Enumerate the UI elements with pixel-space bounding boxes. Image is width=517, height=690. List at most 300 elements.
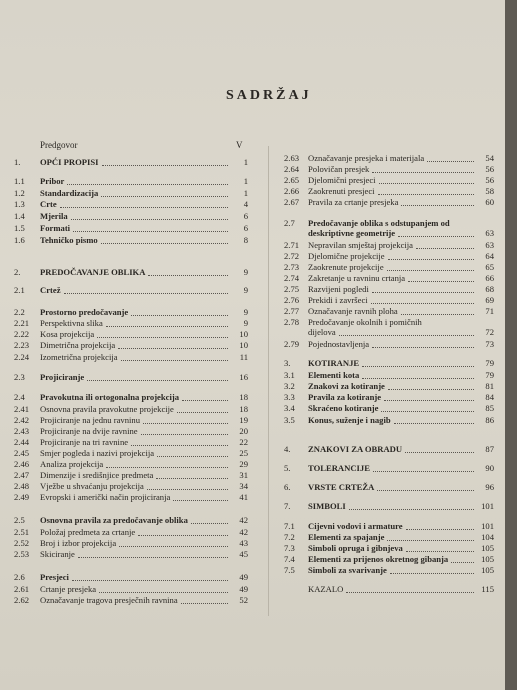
entry-title: Izometrična projekcija <box>40 352 118 362</box>
entry-number: 1.5 <box>14 223 25 233</box>
entry-page-number: 79 <box>485 358 494 368</box>
entry-number: 1. <box>14 157 21 167</box>
entry-page-number: 31 <box>239 470 248 480</box>
entry-title: KAZALO <box>308 584 344 594</box>
toc-entry <box>284 521 494 532</box>
entry-number: 2.44 <box>14 437 30 447</box>
entry-title: Crtanje presjeka <box>40 584 97 594</box>
entry-page-number: 71 <box>485 306 494 316</box>
toc-entry <box>14 352 248 363</box>
toc-entry <box>284 295 494 306</box>
entry-page-number: 64 <box>485 251 494 261</box>
entry-page-number: 56 <box>485 175 494 185</box>
toc-entry <box>14 157 248 168</box>
dot-leader <box>71 211 228 220</box>
entry-page-number: 43 <box>239 538 248 548</box>
entry-number: 5. <box>284 463 291 473</box>
dot-leader <box>141 426 228 435</box>
toc-entry <box>14 448 248 459</box>
entry-page-number: 90 <box>485 463 494 473</box>
entry-number: 1.3 <box>14 199 25 209</box>
entry-title: Analiza projekcija <box>40 459 104 469</box>
entry-number: 4. <box>284 444 291 454</box>
dot-leader <box>381 403 474 412</box>
entry-title: Nepravilan smještaj projekcija <box>308 240 413 250</box>
entry-number: 6. <box>284 482 291 492</box>
entry-number: 7.5 <box>284 565 295 575</box>
entry-page-number: 105 <box>481 543 494 553</box>
entry-number: 2.53 <box>14 549 30 559</box>
dot-leader <box>388 251 474 260</box>
toc-entry <box>14 223 248 234</box>
dot-leader <box>78 549 228 558</box>
dot-leader <box>362 370 474 379</box>
toc-entry <box>14 470 248 481</box>
toc-entry <box>14 426 248 437</box>
entry-title: Evropski i američki način projiciranja <box>40 492 171 502</box>
entry-title: Projiciranje na dvije ravnine <box>40 426 138 436</box>
toc-entry <box>14 211 248 222</box>
entry-number: 1.4 <box>14 211 25 221</box>
entry-page-number: 81 <box>485 381 494 391</box>
dot-leader <box>339 327 474 336</box>
toc-entry <box>14 492 248 503</box>
dot-leader <box>101 235 228 244</box>
entry-number: 2.79 <box>284 339 300 349</box>
toc-entry <box>284 532 494 543</box>
dot-leader <box>390 565 474 574</box>
entry-title-continued: deskriptivne geometrije <box>308 228 396 238</box>
entry-number: 3.1 <box>284 370 295 380</box>
dot-leader <box>346 584 474 593</box>
entry-title: Simboli opruga i gibnjeva <box>308 543 403 553</box>
toc-entry <box>284 186 494 197</box>
entry-page-number: 6 <box>243 211 248 221</box>
entry-page-number: 42 <box>239 515 248 525</box>
dot-leader <box>451 554 474 563</box>
dot-leader <box>131 437 228 446</box>
toc-entry <box>14 481 248 492</box>
entry-page-number: 58 <box>485 186 494 196</box>
column-divider <box>268 146 269 616</box>
entry-page-number: 73 <box>485 339 494 349</box>
entry-page-number: 115 <box>481 584 494 594</box>
toc-entry <box>14 437 248 448</box>
entry-page-number: 85 <box>485 403 494 413</box>
toc-entry <box>284 273 494 284</box>
entry-page-number: 79 <box>485 370 494 380</box>
entry-number: 2.61 <box>14 584 30 594</box>
toc-entry <box>284 306 494 317</box>
entry-page-number: 1 <box>243 176 248 186</box>
entry-number: 2.76 <box>284 295 300 305</box>
dot-leader <box>387 262 474 271</box>
toc-entry <box>284 370 494 381</box>
entry-title: Elementi za prijenos okretnog gibanja <box>308 554 449 564</box>
toc-entry <box>14 235 248 246</box>
entry-number: 2.24 <box>14 352 30 362</box>
toc-entry <box>284 554 494 565</box>
predgovor-page: V <box>236 140 243 150</box>
entry-page-number: 96 <box>485 482 494 492</box>
dot-leader <box>121 352 228 361</box>
entry-title: Položaj predmeta za crtanje <box>40 527 136 537</box>
entry-title: Osnovna pravila pravokutne projekcije <box>40 404 174 414</box>
entry-number: 2.23 <box>14 340 30 350</box>
toc-entry <box>284 381 494 392</box>
entry-number: 2.72 <box>284 251 300 261</box>
toc-entry <box>14 188 248 199</box>
entry-page-number: 105 <box>481 565 494 575</box>
toc-entry <box>284 358 494 369</box>
toc-entry <box>284 463 494 474</box>
toc-entry <box>14 527 248 538</box>
entry-title: Formati <box>40 223 71 233</box>
entry-number: 2. <box>14 267 21 277</box>
dot-leader <box>101 188 228 197</box>
entry-number: 2.21 <box>14 318 30 328</box>
dot-leader <box>131 307 228 316</box>
entry-title: Polovičan presjek <box>308 164 370 174</box>
entry-number: 1.6 <box>14 235 25 245</box>
toc-entry <box>284 415 494 426</box>
entry-page-number: 86 <box>485 415 494 425</box>
entry-number: 2.73 <box>284 262 300 272</box>
entry-title: Označavanje tragova presječnih ravnina <box>40 595 178 605</box>
entry-page-number: 101 <box>481 521 494 531</box>
dot-leader <box>147 481 228 490</box>
toc-entry <box>284 444 494 455</box>
dot-leader <box>181 595 228 604</box>
entry-page-number: 105 <box>481 554 494 564</box>
dot-leader <box>138 527 228 536</box>
entry-page-number: 8 <box>243 235 248 245</box>
dot-leader <box>182 392 228 401</box>
entry-page-number: 68 <box>485 284 494 294</box>
dot-leader <box>148 267 228 276</box>
entry-title: Označavanje ravnih ploha <box>308 306 398 316</box>
entry-page-number: 52 <box>239 595 248 605</box>
dot-leader <box>371 295 474 304</box>
entry-page-number: 34 <box>239 481 248 491</box>
entry-title: Vježbe u shvaćanju projekcija <box>40 481 144 491</box>
entry-page-number: 9 <box>243 285 248 295</box>
dot-leader <box>173 492 228 501</box>
entry-title: Crte <box>40 199 57 209</box>
dot-leader <box>73 223 228 232</box>
dot-leader <box>157 448 228 457</box>
entry-number: 2.43 <box>14 426 30 436</box>
entry-number: 7.3 <box>284 543 295 553</box>
toc-entry <box>284 482 494 493</box>
page-title: SADRŽAJ <box>226 88 312 103</box>
toc-entry <box>284 153 494 164</box>
entry-number: 2.71 <box>284 240 300 250</box>
toc-entry <box>284 392 494 403</box>
entry-number: 2.1 <box>14 285 25 295</box>
entry-number: 3.3 <box>284 392 295 402</box>
entry-page-number: 66 <box>485 273 494 283</box>
dot-leader <box>102 157 229 166</box>
dot-leader <box>401 306 474 315</box>
toc-entry <box>14 549 248 560</box>
toc-entry <box>284 339 494 350</box>
toc-entry <box>284 543 494 554</box>
entry-page-number: 6 <box>243 223 248 233</box>
entry-page-number: 49 <box>239 572 248 582</box>
entry-number: 7.2 <box>284 532 295 542</box>
entry-title: Simboli za svarivanje <box>308 565 387 575</box>
entry-title: Znakovi za kotiranje <box>308 381 385 391</box>
dot-leader <box>72 572 228 581</box>
entry-number: 2.78 <box>284 317 300 327</box>
toc-entry <box>284 403 494 414</box>
entry-number: 2.74 <box>284 273 300 283</box>
entry-number: 3. <box>284 358 291 368</box>
toc-entry <box>284 501 494 512</box>
entry-title: KOTIRANJE <box>308 358 360 368</box>
entry-number: 1.1 <box>14 176 25 186</box>
entry-title: Pravila za kotiranje <box>308 392 382 402</box>
entry-page-number: 69 <box>485 295 494 305</box>
entry-page-number: 63 <box>485 228 494 238</box>
entry-title: Kosa projekcija <box>40 329 95 339</box>
entry-number: 2.5 <box>14 515 25 525</box>
entry-number: 2.45 <box>14 448 30 458</box>
toc-entry <box>14 404 248 415</box>
entry-title: SIMBOLI <box>308 501 346 511</box>
entry-page-number: 29 <box>239 459 248 469</box>
entry-page-number: 84 <box>485 392 494 402</box>
entry-number: 1.2 <box>14 188 25 198</box>
entry-title: Presjeci <box>40 572 69 582</box>
entry-title: OPĆI PROPISI <box>40 157 99 167</box>
entry-page-number: 56 <box>485 164 494 174</box>
entry-title: Osnovna pravila za predočavanje oblika <box>40 515 188 525</box>
entry-title: Broj i izbor projekcija <box>40 538 117 548</box>
entry-title: Dimetrična projekcija <box>40 340 116 350</box>
dot-leader <box>177 404 228 413</box>
entry-number: 3.4 <box>284 403 295 413</box>
entry-number: 2.6 <box>14 572 25 582</box>
entry-page-number: 60 <box>485 197 494 207</box>
entry-title: Tehničko pismo <box>40 235 98 245</box>
dot-leader <box>377 482 474 491</box>
toc-entry <box>284 584 494 595</box>
toc-entry <box>14 340 248 351</box>
entry-title: Smjer pogleda i nazivi projekcija <box>40 448 155 458</box>
entry-title: TOLERANCIJE <box>308 463 370 473</box>
dot-leader <box>118 340 228 349</box>
entry-title: Skiciranje <box>40 549 75 559</box>
entry-page-number: 1 <box>243 188 248 198</box>
entry-number: 2.51 <box>14 527 30 537</box>
entry-number: 2.4 <box>14 392 25 402</box>
entry-number: 2.67 <box>284 197 300 207</box>
entry-page-number: 9 <box>243 307 248 317</box>
dot-leader <box>106 318 228 327</box>
entry-page-number: 1 <box>243 157 248 167</box>
entry-title: Djelomični presjeci <box>308 175 376 185</box>
entry-title: Predočavanje oblika s odstupanjem od <box>308 218 450 228</box>
entry-number: 2.7 <box>284 218 295 228</box>
book-spine <box>505 0 517 690</box>
entry-title: Perspektivna slika <box>40 318 103 328</box>
toc-entry <box>14 459 248 470</box>
dot-leader <box>372 284 474 293</box>
entry-number: 2.46 <box>14 459 30 469</box>
dot-leader <box>67 176 228 185</box>
dot-leader <box>119 538 228 547</box>
toc-entry <box>284 197 494 208</box>
toc-entry <box>284 262 494 273</box>
dot-leader <box>373 463 474 472</box>
entry-number: 7. <box>284 501 291 511</box>
entry-title: ZNAKOVI ZA OBRADU <box>308 444 403 454</box>
toc-entry <box>14 176 248 187</box>
entry-title: Projiciranje na tri ravnine <box>40 437 129 447</box>
entry-number: 2.75 <box>284 284 300 294</box>
dot-leader <box>156 470 228 479</box>
toc-entry <box>14 595 248 606</box>
entry-number: 2.47 <box>14 470 30 480</box>
entry-number: 2.66 <box>284 186 300 196</box>
toc-entry <box>14 415 248 426</box>
entry-title: Razvijeni pogledi <box>308 284 369 294</box>
entry-number: 2.48 <box>14 481 30 491</box>
toc-entry <box>284 565 494 576</box>
entry-title: Projiciranje <box>40 372 85 382</box>
toc-entry <box>14 538 248 549</box>
entry-title: Prostorno predočavanje <box>40 307 129 317</box>
toc-entry <box>284 240 494 251</box>
toc-entry <box>14 267 248 278</box>
entry-title: Pojednostavljenja <box>308 339 370 349</box>
dot-leader <box>394 415 474 424</box>
dot-leader <box>408 273 474 282</box>
entry-page-number: 25 <box>239 448 248 458</box>
entry-page-number: 87 <box>485 444 494 454</box>
dot-leader <box>378 186 474 195</box>
entry-page-number: 10 <box>239 340 248 350</box>
toc-entry <box>14 199 248 210</box>
dot-leader <box>60 199 228 208</box>
entry-page-number: 9 <box>243 267 248 277</box>
entry-number: 2.62 <box>14 595 30 605</box>
dot-leader <box>384 392 474 401</box>
entry-title: Crtež <box>40 285 61 295</box>
entry-title: PREDOČAVANJE OBLIKA <box>40 267 146 277</box>
entry-number: 3.5 <box>284 415 295 425</box>
entry-page-number: 16 <box>239 372 248 382</box>
dot-leader <box>406 521 474 530</box>
entry-title: Označavanje presjeka i materijala <box>308 153 425 163</box>
entry-number: 2.64 <box>284 164 300 174</box>
dot-leader <box>372 164 474 173</box>
entry-title: Skraćeno kotiranje <box>308 403 379 413</box>
dot-leader <box>99 584 228 593</box>
entry-title: Pravokutna ili ortogonalna projekcija <box>40 392 180 402</box>
entry-number: 2.41 <box>14 404 30 414</box>
toc-entry <box>14 392 248 403</box>
dot-leader <box>191 515 228 524</box>
dot-leader <box>97 329 228 338</box>
dot-leader <box>398 228 474 237</box>
dot-leader <box>87 372 228 381</box>
entry-title: Konus, suženje i nagib <box>308 415 391 425</box>
toc-entry <box>14 515 248 526</box>
entry-title: Elementi za spajanje <box>308 532 385 542</box>
entry-title: Zaokrenute projekcije <box>308 262 384 272</box>
entry-page-number: 101 <box>481 501 494 511</box>
entry-page-number: 9 <box>243 318 248 328</box>
entry-title: Prekidi i završeci <box>308 295 368 305</box>
entry-page-number: 65 <box>485 262 494 272</box>
entry-title: Pravila za crtanje presjeka <box>308 197 399 207</box>
entry-number: 7.4 <box>284 554 295 564</box>
dot-leader <box>379 175 474 184</box>
entry-number: 3.2 <box>284 381 295 391</box>
entry-title: VRSTE CRTEŽA <box>308 482 375 492</box>
entry-page-number: 41 <box>239 492 248 502</box>
entry-page-number: 54 <box>485 153 494 163</box>
entry-page-number: 19 <box>239 415 248 425</box>
entry-number: 2.49 <box>14 492 30 502</box>
toc-entry <box>284 218 494 238</box>
toc-entry <box>14 318 248 329</box>
dot-leader <box>143 415 228 424</box>
entry-number: 2.77 <box>284 306 300 316</box>
dot-leader <box>64 285 228 294</box>
toc-entry <box>14 307 248 318</box>
entry-page-number: 10 <box>239 329 248 339</box>
entry-title: Zakretanje u ravninu crtanja <box>308 273 406 283</box>
entry-page-number: 4 <box>243 199 248 209</box>
toc-entry <box>14 572 248 583</box>
dot-leader <box>349 501 474 510</box>
dot-leader <box>405 444 474 453</box>
entry-title: Pribor <box>40 176 65 186</box>
dot-leader <box>106 459 228 468</box>
toc-entry <box>14 372 248 383</box>
entry-title: Zaokrenuti presjeci <box>308 186 375 196</box>
dot-leader <box>416 240 474 249</box>
entry-page-number: 18 <box>239 404 248 414</box>
entry-number: 2.65 <box>284 175 300 185</box>
entry-title: Djelomične projekcije <box>308 251 385 261</box>
toc-entry <box>284 164 494 175</box>
entry-page-number: 72 <box>485 327 494 337</box>
entry-title: Elementi kota <box>308 370 360 380</box>
entry-page-number: 18 <box>239 392 248 402</box>
entry-page-number: 22 <box>239 437 248 447</box>
dot-leader <box>406 543 474 552</box>
entry-page-number: 63 <box>485 240 494 250</box>
entry-title: Projiciranje na jednu ravninu <box>40 415 140 425</box>
dot-leader <box>372 339 474 348</box>
toc-entry <box>14 285 248 296</box>
predgovor-label: Predgovor <box>40 140 78 150</box>
entry-title-continued: dijelova <box>308 327 336 337</box>
toc-entry <box>284 251 494 262</box>
entry-title: Dimenzije i središnjice predmeta <box>40 470 154 480</box>
entry-number: 2.63 <box>284 153 300 163</box>
toc-entry <box>284 284 494 295</box>
entry-page-number: 45 <box>239 549 248 559</box>
entry-page-number: 104 <box>481 532 494 542</box>
toc-entry <box>284 175 494 186</box>
entry-number: 2.22 <box>14 329 30 339</box>
